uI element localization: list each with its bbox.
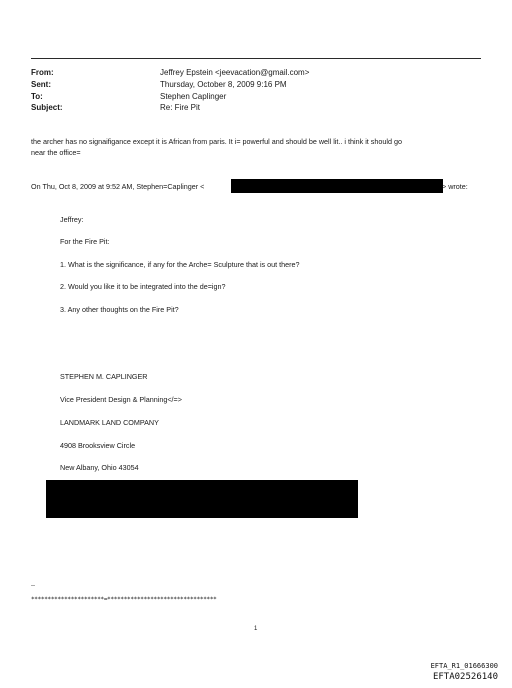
quote-intro-before: On Thu, Oct 8, 2009 at 9:52 AM, Stephen=Caplinger < — [31, 182, 205, 191]
subject-value: Re: Fire Pit — [160, 103, 201, 112]
bates-number-2: EFTA02526140 — [432, 672, 498, 682]
quoted-greeting: Jeffrey: — [60, 215, 84, 224]
dash-mark: -- — [31, 583, 35, 589]
quote-intro-after: > wrote: — [442, 182, 468, 191]
reply-line-1: the archer has no signaifigance except it is African from paris. It i= powerful and should be well lit.. i think it should go — [31, 137, 402, 146]
signature-street: 4908 Brooksview Circle — [60, 441, 136, 450]
signature-name: STEPHEN M. CAPLINGER — [60, 372, 148, 381]
signature-city: New Albany, Ohio 43054 — [60, 463, 139, 472]
sent-label: Sent: — [31, 80, 51, 89]
separator-stars: **********************=********************************* — [31, 596, 217, 603]
reply-line-2: near the office= — [31, 148, 81, 157]
page-number: 1 — [254, 626, 258, 632]
to-label: To: — [31, 92, 43, 101]
redaction-email — [231, 179, 443, 193]
redaction-signature — [46, 480, 358, 518]
header-rule — [31, 58, 481, 59]
from-value: Jeffrey Epstein <jeevacation@gmail.com> — [160, 68, 310, 77]
quoted-question-2: 2. Would you like it to be integrated into the de=ign? — [60, 282, 226, 291]
signature-title: Vice President Design & Planning</=> — [60, 395, 182, 404]
signature-company: LANDMARK LAND COMPANY — [60, 418, 159, 427]
sent-value: Thursday, October 8, 2009 9:16 PM — [160, 80, 287, 89]
quoted-question-3: 3. Any other thoughts on the Fire Pit? — [60, 305, 179, 314]
from-label: From: — [31, 68, 54, 77]
quoted-topic: For the Fire Pit: — [60, 237, 110, 246]
subject-label: Subject: — [31, 103, 63, 112]
bates-number-1: EFTA_R1_01666300 — [430, 662, 498, 670]
to-value: Stephen Caplinger — [160, 92, 227, 101]
quoted-question-1: 1. What is the significance, if any for the Arche= Sculpture that is out there? — [60, 260, 300, 269]
